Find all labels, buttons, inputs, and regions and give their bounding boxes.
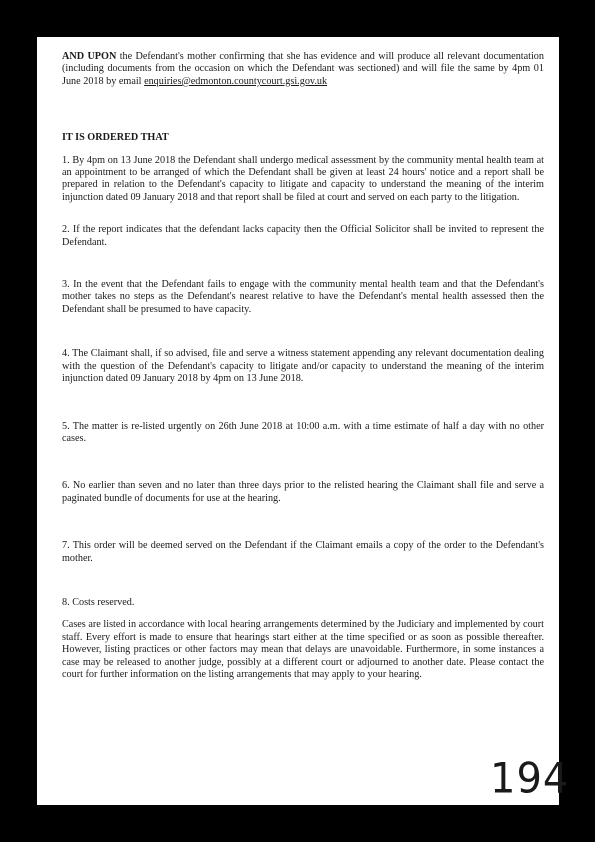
intro-text: the Defendant's mother confirming that she has evidence and will produce all relevant documentation (including documents from the occasion on which the Defendant was sectioned) and will file the same by 4pm 01 June 2018 by email: [62, 51, 544, 87]
intro-paragraph: [62, 51, 544, 88]
order-paragraph-4: 4. The Claimant shall, if so advised, file and serve a witness statement appending any relevant documentation dealing with the question of the Defendant's capacity to litigate and/or capacity to understand the meaning of the interim injunction dated 09 January 2018 by 4pm on 13 June 2018.: [62, 348, 544, 385]
document-page: [37, 37, 570, 805]
order-paragraph-8: 8. Costs reserved.: [62, 596, 135, 608]
order-heading: IT IS ORDERED THAT: [62, 132, 169, 144]
intro-bold: AND UPON: [62, 51, 117, 62]
order-paragraph-1: 1. By 4pm on 13 June 2018 the Defendant shall undergo medical assessment by the community mental health team at an appointment to be arranged of which the Defendant shall be given at least 24 hours' notice and a report shall be prepared in relation to the Defendant's capacity to litigate and capacity to understand the meaning of the interim injunction dated 09 January 2018 and that report shall be filed at court and served on each party to the litigation.: [62, 154, 544, 203]
order-paragraph-3: 3. In the event that the Defendant fails to engage with the community mental health team and that the Defendant's mother takes no steps as the Defendant's nearest relative to have the Defendant's mental health assessed then the Defendant shall be presumed to have capacity.: [62, 279, 544, 315]
handwritten-page-number: 194: [490, 754, 570, 804]
order-paragraph-5: 5. The matter is re-listed urgently on 26th June 2018 at 10:00 a.m. with a time estimate of half a day with no other cases.: [62, 420, 544, 444]
court-email-link[interactable]: enquiries@edmonton.countycourt.gsi.gov.uk: [144, 75, 328, 87]
order-paragraph-6: 6. No earlier than seven and no later than three days prior to the relisted hearing the Claimant shall file and serve a paginated bundle of documents for use at the hearing.: [62, 480, 544, 504]
order-paragraph-2: 2. If the report indicates that the defendant lacks capacity then the Official Solicitor shall be invited to represent the Defendant.: [62, 224, 544, 248]
order-paragraph-7: 7. This order will be deemed served on the Defendant if the Claimant emails a copy of the order to the Defendant's mother.: [62, 540, 544, 564]
document-body: [62, 51, 544, 681]
listing-notice: Cases are listed in accordance with local hearing arrangements determined by the Judiciary and implemented by court staff. Every effort is made to ensure that hearings start either at the time specified or as soon as possible thereafter. However, listing practices or other factors may mean that delays are unavoidable. Furthermore, in some instances a case may be released to another judge, possibly at a different court or adjourned to another date. Please contact the court for further information on the listing arrangements that may apply to your hearing.: [62, 619, 544, 680]
